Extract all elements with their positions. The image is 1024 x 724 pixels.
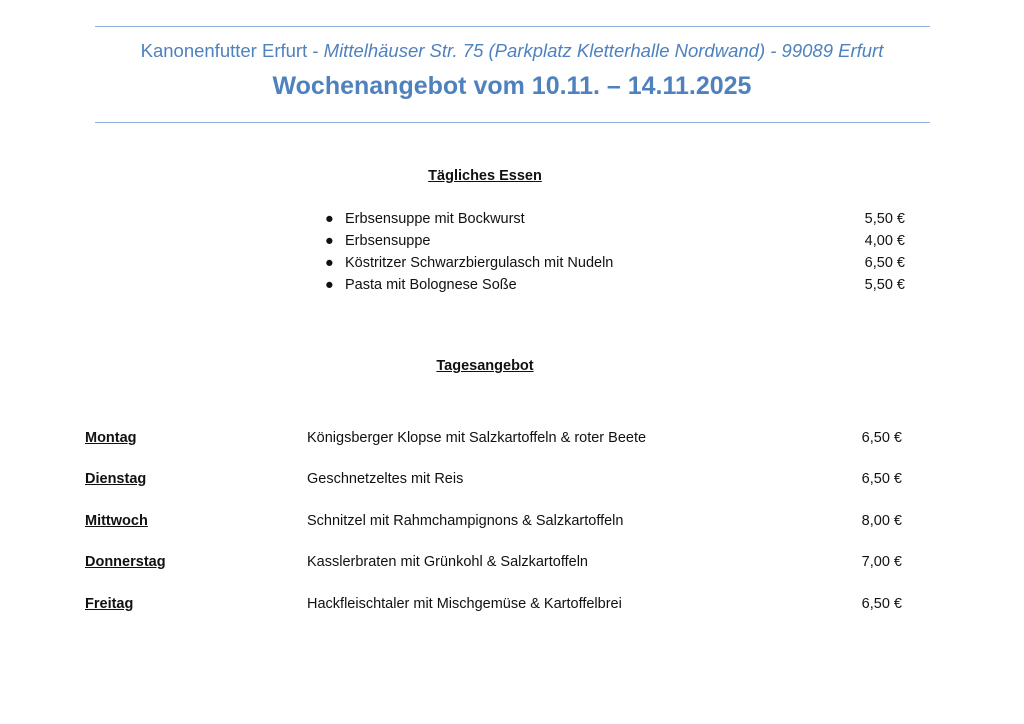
daily-offer-heading: Tagesangebot	[436, 358, 534, 374]
offer-day: Donnerstag	[85, 554, 166, 570]
offer-price: 6,50 €	[861, 471, 902, 487]
daily-menu-heading: Tägliches Essen	[428, 168, 542, 184]
restaurant-name: Kanonenfutter Erfurt -	[140, 40, 324, 61]
restaurant-header	[0, 40, 1024, 62]
daily-menu-item-name: Erbsensuppe mit Bockwurst	[345, 211, 525, 227]
offer-day: Mittwoch	[85, 513, 148, 529]
offer-row-monday	[0, 427, 1024, 449]
daily-menu-item-name: Erbsensuppe	[345, 233, 431, 249]
offer-day: Freitag	[85, 596, 134, 612]
restaurant-address: Mittelhäuser Str. 75 (Parkplatz Kletterhalle Nordwand) - 99089 Erfurt	[323, 40, 884, 61]
daily-menu-item-name: Pasta mit Bolognese Soße	[345, 277, 517, 293]
offer-dish: Kasslerbraten mit Grünkohl & Salzkartoffeln	[307, 554, 589, 570]
offer-dish: Geschnetzeltes mit Reis	[307, 471, 464, 487]
bullet-icon: ●	[325, 211, 334, 227]
bullet-icon: ●	[325, 255, 334, 271]
bullet-icon: ●	[325, 277, 334, 293]
offer-dish: Schnitzel mit Rahmchampignons & Salzkartoffeln	[307, 513, 624, 529]
offer-row-wednesday	[0, 510, 1024, 532]
offer-row-thursday	[0, 551, 1024, 573]
daily-menu-list	[325, 208, 905, 296]
daily-menu-item	[325, 252, 905, 274]
daily-menu-item-price: 5,50 €	[864, 277, 905, 293]
daily-menu-item-price: 6,50 €	[864, 255, 905, 271]
offer-day: Montag	[85, 430, 137, 446]
daily-menu-item-price: 4,00 €	[864, 233, 905, 249]
offer-price: 8,00 €	[861, 513, 902, 529]
offer-dish: Hackfleischtaler mit Mischgemüse & Kartoffelbrei	[307, 596, 622, 612]
offer-row-friday	[0, 593, 1024, 615]
offer-price: 6,50 €	[861, 596, 902, 612]
offer-price: 6,50 €	[861, 430, 902, 446]
offer-dish: Königsberger Klopse mit Salzkartoffeln & roter Beete	[307, 430, 647, 446]
daily-menu-item-name: Köstritzer Schwarzbiergulasch mit Nudeln	[345, 255, 614, 271]
header-top-rule	[95, 26, 930, 27]
daily-menu-item-price: 5,50 €	[864, 211, 905, 227]
page-title: Wochenangebot vom 10.11. – 14.11.2025	[272, 72, 752, 100]
offer-day: Dienstag	[85, 471, 147, 487]
offer-price: 7,00 €	[861, 554, 902, 570]
daily-menu-item	[325, 208, 905, 230]
bullet-icon: ●	[325, 233, 334, 249]
header-bottom-rule	[95, 122, 930, 123]
offer-row-tuesday	[0, 468, 1024, 490]
daily-menu-item	[325, 230, 905, 252]
daily-menu-item	[325, 274, 905, 296]
